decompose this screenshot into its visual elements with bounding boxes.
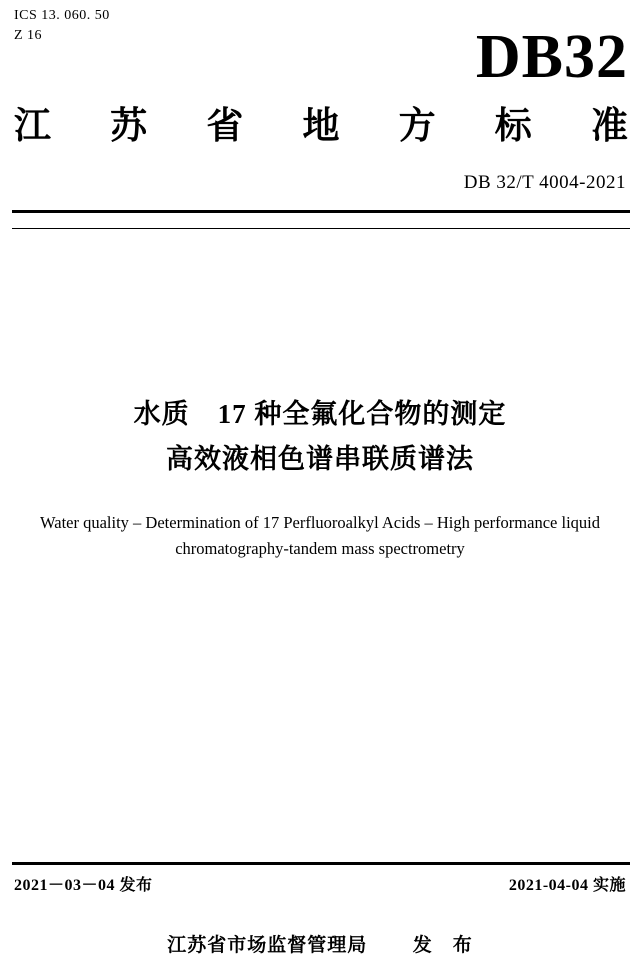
- standard-number: DB 32/T 4004-2021: [463, 172, 626, 193]
- province-char-3: 地: [302, 106, 340, 147]
- publisher-line: [0, 930, 640, 957]
- ics-code: ICS 13. 060. 50: [14, 8, 110, 23]
- db32-logo: DB32: [475, 23, 628, 91]
- header-divider-thick: [12, 210, 630, 213]
- footer-divider-thick: [12, 862, 630, 865]
- document-title-cn-line1: 水质 17 种全氟化合物的测定: [133, 399, 507, 429]
- province-standard-heading: [14, 108, 628, 145]
- publisher-name: 江苏省市场监督管理局: [167, 935, 368, 956]
- publication-dates: [14, 872, 626, 895]
- document-title-cn-line2: 高效液相色谱串联质谱法: [166, 443, 474, 474]
- issue-date: 2021－03－04 发布: [14, 877, 153, 894]
- province-char-5: 标: [494, 106, 532, 147]
- province-char-1: 苏: [110, 106, 148, 147]
- publisher-action: 发 布: [412, 935, 473, 956]
- document-title-en: [40, 510, 600, 561]
- effective-date: 2021-04-04 实施: [508, 877, 626, 894]
- province-char-0: 江: [14, 106, 51, 147]
- ics-classification-block: [14, 6, 110, 47]
- province-char-6: 准: [590, 106, 628, 147]
- header-divider-thin: [12, 228, 630, 229]
- province-char-2: 省: [206, 106, 244, 147]
- document-title-en-line2: chromatography-tandem mass spectrometry: [175, 538, 465, 558]
- document-title-en-line1: Water quality – Determination of 17 Perfluoroalkyl Acids – High performance liquid: [40, 513, 600, 532]
- document-title-cn: [0, 392, 640, 481]
- province-char-4: 方: [398, 106, 436, 147]
- ccs-code: Z 16: [14, 28, 43, 44]
